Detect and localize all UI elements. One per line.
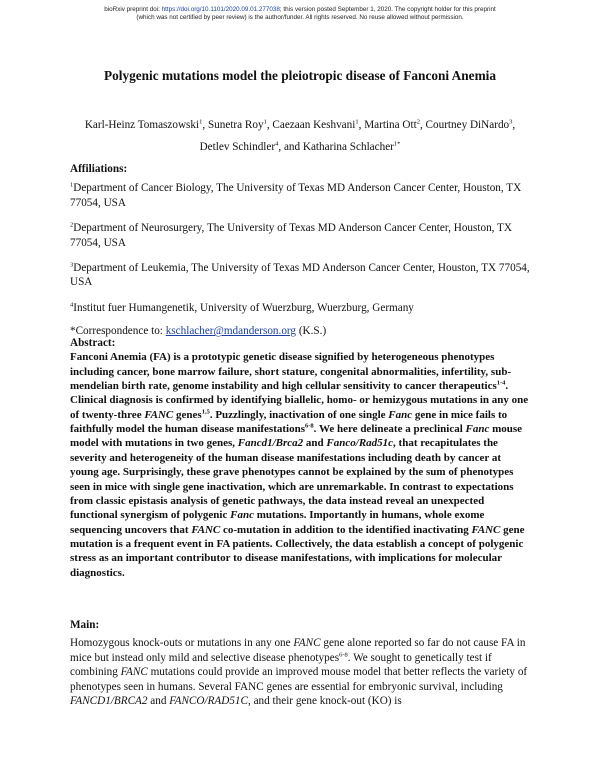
author: Detlev Schindler (199, 141, 276, 153)
author: Karl-Heinz Tomaszowski (84, 119, 200, 131)
correspondence-label: *Correspondence to: (70, 325, 166, 338)
correspondence-initials: (K.S.) (296, 325, 327, 338)
main-paragraph (70, 636, 530, 708)
gene-name: Fanc (465, 423, 490, 436)
author-list: Karl-Heinz Tomaszowski$^1$, Sunetra Roy$^1$, Caezaan Keshvani$^1$, Martina Ott$^2$, Courtney DiNardo$^3$, Detlev Schindler$^4$, and Katharina Schlacher$^{1*}$ (84, 118, 516, 153)
header-line1-rest: ; this version posted September 1, 2020. The copyright holder for this preprint (279, 6, 496, 13)
author-affiliation-mark: 1 (263, 118, 267, 126)
author-affiliation-mark: 1 (355, 118, 359, 126)
paper-title: Polygenic mutations model the pleiotropic disease of Fanconi Anemia (104, 68, 496, 83)
affiliation-mark: 1 (70, 181, 74, 189)
header-line-2: (which was not certified by peer review) is the author/funder. All rights reserved. No reuse allowed without permission. (136, 14, 464, 21)
affiliation-item (70, 221, 530, 250)
author-affiliation-mark: 3 (509, 118, 513, 126)
author-affiliation-mark: 2 (416, 118, 420, 126)
main-section (70, 618, 530, 708)
gene-name: FANCO/RAD51C (169, 695, 248, 708)
author: Katharina Schlacher (302, 141, 394, 153)
author-affiliation-mark: 4 (275, 140, 279, 148)
main-span: gene alone reported so far do not cause FA in mice but instead only mild and selective disease phenotypes (70, 637, 526, 664)
affiliations-section (70, 162, 530, 339)
affiliation-mark: 4 (70, 301, 74, 309)
main-span: and (147, 695, 170, 708)
affiliation-text: Department of Leukemia, The University of Texas MD Anderson Cancer Center, Houston, TX 77054, USA (70, 262, 530, 289)
gene-name: Fanc (230, 509, 254, 522)
author: Courtney DiNardo (425, 119, 510, 131)
main-span: . We sought to genetically test if combining (70, 651, 492, 679)
affiliation-text: Institut fuer Humangenetik, University of Wuerzburg, Wuerzburg, Germany (73, 301, 414, 314)
affiliations-heading: Affiliations: (70, 163, 128, 175)
author: Martina Ott (364, 119, 417, 131)
gene-name: FANC (191, 523, 221, 536)
gene-name: FANCD1/BRCA2 (70, 695, 148, 708)
gene-name: FANC (120, 666, 148, 679)
abstract-span: . We here delineate a preclinical (313, 423, 466, 436)
citation: 6-8 (305, 422, 314, 430)
citation: 1-4 (496, 379, 506, 387)
affiliation-text: Department of Neurosurgery, The University of Texas MD Anderson Cancer Center, Houston, TX 77054, USA (70, 222, 512, 249)
gene-name: Fanc (388, 408, 413, 421)
author-affiliation-mark: 1 (199, 118, 203, 126)
affiliation-item (70, 261, 530, 290)
citation: 6-8 (339, 651, 348, 659)
gene-name: Fancd1/Brca2 (237, 437, 304, 450)
affiliation-item (70, 181, 530, 210)
doi-link[interactable]: https://doi.org/10.1101/2020.09.01.277038 (161, 6, 280, 13)
affiliation-text: Department of Cancer Biology, The University of Texas MD Anderson Cancer Center, Houston, TX 77054, USA (70, 182, 522, 209)
author: Sunetra Roy (207, 119, 264, 131)
header-line-1 (0, 6, 600, 14)
abstract-span: and (303, 437, 327, 450)
citation: 1,5 (201, 408, 210, 416)
author-affiliation-mark: 1* (393, 140, 401, 148)
abstract-span: mutations. Importantly in humans, whole exome sequencing uncovers that (70, 509, 485, 536)
abstract-section (70, 336, 530, 580)
abstract-span: , that recapitulates the severity and heterogeneity of the human disease manifestations including death by cancer at young age. Surprisingly, these grave phenotypes cannot be explained by the sum of phenotypes seen in mice with single gene inactivation, which are unremarkable. In contrast to expectations from classic epistasis analysis of genetic pathways, the data instead reveal an unexpected functional synergism of polygenic (70, 437, 514, 522)
correspondence-email-link[interactable]: kschlacher@mdanderson.org (165, 325, 297, 338)
abstract-span: gene mutation is a frequent event in FA patients. Collectively, the data establish a concept of polygenic stress as an important contributor to disease manifestations, with implications for molecular diagnostics. (70, 523, 525, 579)
header-prefix: bioRxiv preprint doi: (104, 6, 162, 13)
affiliation-mark: 3 (70, 261, 74, 269)
affiliation-mark: 2 (70, 221, 74, 229)
main-heading: Main: (70, 619, 100, 631)
main-span: , and their gene knock-out (KO) is (247, 695, 402, 708)
abstract-span: gene in mice fails to faithfully model the human disease manifestations (70, 408, 508, 436)
abstract-span: Fanconi Anemia (FA) is a prototypic genetic disease signified by heterogeneous phenotypes including cancer, bone marrow failure, short stature, congenital abnormalities, infertility, sub-mendelian birth rate, genome instability and high cellular sensitivity to cancer therapeutics (70, 351, 512, 393)
affiliation-item (70, 301, 530, 315)
main-span: Homozygous knock-outs or mutations in any one (70, 637, 294, 650)
abstract-text (70, 350, 530, 580)
abstract-span: co-mutation in addition to the identified inactivating (220, 523, 472, 536)
abstract-span: mouse model with mutations in two genes, (70, 423, 523, 450)
author: Caezaan Keshvani (272, 119, 356, 131)
gene-name: FANC (144, 408, 174, 421)
abstract-heading: Abstract: (70, 337, 116, 349)
preprint-header (0, 6, 600, 22)
gene-name: FANC (471, 523, 501, 536)
abstract-span: . Clinical diagnosis is confirmed by identifying biallelic, homo- or hemizygous mutations in any one of twenty-three (70, 380, 529, 421)
gene-name: Fanco/Rad51c (326, 437, 394, 450)
gene-name: FANC (293, 637, 321, 650)
main-span: mutations could provide an improved mouse model that better reflects the variety of phenotypes seen in humans. Several FANC genes are essential for embryonic survival, including (70, 666, 528, 693)
abstract-span: . Puzzlingly, inactivation of one single (209, 408, 389, 421)
abstract-span: genes (173, 408, 202, 421)
